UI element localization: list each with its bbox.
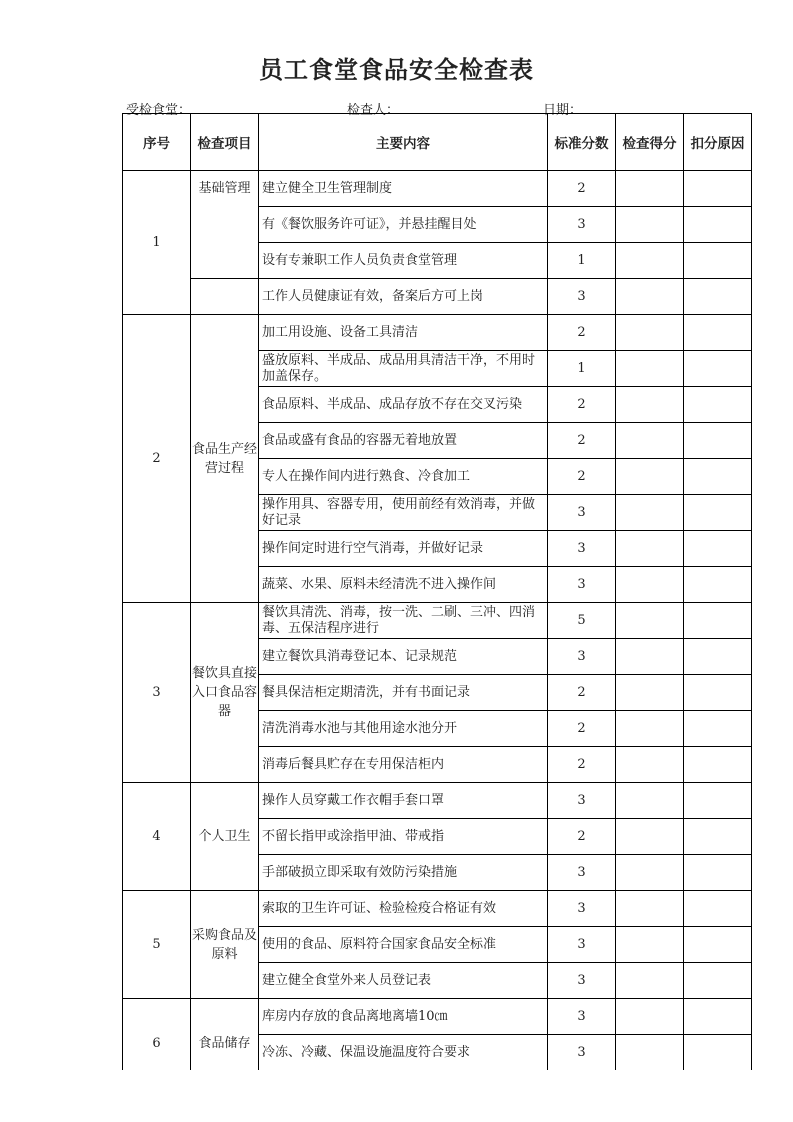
row-content: 专人在操作间内进行熟食、冷食加工 — [259, 459, 548, 495]
inspection-table — [122, 113, 752, 1070]
row-content: 手部破损立即采取有效防污染措施 — [259, 855, 548, 891]
score-cell[interactable] — [616, 207, 684, 243]
reason-cell[interactable] — [684, 207, 752, 243]
reason-cell[interactable] — [684, 747, 752, 783]
section-seq: 4 — [123, 783, 191, 891]
score-cell[interactable] — [616, 963, 684, 999]
row-standard-score: 2 — [548, 171, 616, 207]
row-standard-score: 2 — [548, 459, 616, 495]
score-cell[interactable] — [616, 495, 684, 531]
header-reason: 扣分原因 — [684, 114, 752, 171]
reason-cell[interactable] — [684, 279, 752, 315]
row-content: 库房内存放的食品离地离墙10㎝ — [259, 999, 548, 1035]
section-category: 食品生产经营过程 — [191, 315, 259, 603]
row-content: 建立健全食堂外来人员登记表 — [259, 963, 548, 999]
section-seq: 6 — [123, 999, 191, 1071]
score-cell[interactable] — [616, 999, 684, 1035]
row-content: 清洗消毒水池与其他用途水池分开 — [259, 711, 548, 747]
row-content: 使用的食品、原料符合国家食品安全标准 — [259, 927, 548, 963]
row-standard-score: 5 — [548, 603, 616, 639]
section-category: 采购食品及原料 — [191, 891, 259, 999]
reason-cell[interactable] — [684, 963, 752, 999]
score-cell[interactable] — [616, 423, 684, 459]
score-cell[interactable] — [616, 171, 684, 207]
row-standard-score: 3 — [548, 639, 616, 675]
section-category: 食品储存 — [191, 999, 259, 1071]
row-standard-score: 3 — [548, 891, 616, 927]
table-row — [123, 315, 752, 351]
row-standard-score: 2 — [548, 819, 616, 855]
row-content: 加工用设施、设备工具清洁 — [259, 315, 548, 351]
reason-cell[interactable] — [684, 639, 752, 675]
section-seq: 5 — [123, 891, 191, 999]
score-cell[interactable] — [616, 855, 684, 891]
score-cell[interactable] — [616, 315, 684, 351]
score-cell[interactable] — [616, 531, 684, 567]
row-standard-score: 2 — [548, 387, 616, 423]
row-standard-score: 2 — [548, 315, 616, 351]
reason-cell[interactable] — [684, 459, 752, 495]
reason-cell[interactable] — [684, 927, 752, 963]
row-content: 索取的卫生许可证、检验检疫合格证有效 — [259, 891, 548, 927]
header-score: 检查得分 — [616, 114, 684, 171]
reason-cell[interactable] — [684, 423, 752, 459]
score-cell[interactable] — [616, 891, 684, 927]
row-content: 食品原料、半成品、成品存放不存在交叉污染 — [259, 387, 548, 423]
row-standard-score: 3 — [548, 567, 616, 603]
header-row — [123, 114, 752, 171]
score-cell[interactable] — [616, 459, 684, 495]
score-cell[interactable] — [616, 927, 684, 963]
reason-cell[interactable] — [684, 819, 752, 855]
row-standard-score: 3 — [548, 495, 616, 531]
reason-cell[interactable] — [684, 243, 752, 279]
reason-cell[interactable] — [684, 603, 752, 639]
row-standard-score: 2 — [548, 747, 616, 783]
table-row — [123, 603, 752, 639]
row-standard-score: 3 — [548, 927, 616, 963]
reason-cell[interactable] — [684, 387, 752, 423]
row-standard-score: 3 — [548, 207, 616, 243]
row-standard-score: 3 — [548, 1035, 616, 1071]
date-label: 日期： — [543, 103, 583, 118]
reason-cell[interactable] — [684, 855, 752, 891]
row-standard-score: 1 — [548, 351, 616, 387]
row-content: 消毒后餐具贮存在专用保洁柜内 — [259, 747, 548, 783]
section-seq: 3 — [123, 603, 191, 783]
table-row — [123, 891, 752, 927]
row-content: 餐具保洁柜定期清洗，并有书面记录 — [259, 675, 548, 711]
score-cell[interactable] — [616, 387, 684, 423]
score-cell[interactable] — [616, 1035, 684, 1071]
table-row — [123, 783, 752, 819]
reason-cell[interactable] — [684, 171, 752, 207]
table-row — [123, 999, 752, 1035]
header-item: 检查项目 — [191, 114, 259, 171]
reason-cell[interactable] — [684, 351, 752, 387]
row-content: 食品或盛有食品的容器无着地放置 — [259, 423, 548, 459]
reason-cell[interactable] — [684, 711, 752, 747]
row-content: 有《餐饮服务许可证》，并悬挂醒目处 — [259, 207, 548, 243]
header-seq: 序号 — [123, 114, 191, 171]
reason-cell[interactable] — [684, 495, 752, 531]
score-cell[interactable] — [616, 351, 684, 387]
row-content: 不留长指甲或涂指甲油、带戒指 — [259, 819, 548, 855]
page-title: 员工食堂食品安全检查表 — [259, 56, 534, 84]
row-content: 设有专兼职工作人员负责食堂管理 — [259, 243, 548, 279]
row-standard-score: 3 — [548, 999, 616, 1035]
row-standard-score: 3 — [548, 783, 616, 819]
section-category: 餐饮具直接入口食品容器 — [191, 603, 259, 783]
score-cell[interactable] — [616, 243, 684, 279]
row-content: 工作人员健康证有效，备案后方可上岗 — [259, 279, 548, 315]
empty-category-cell — [191, 279, 259, 315]
score-cell[interactable] — [616, 567, 684, 603]
row-content: 操作间定时进行空气消毒，并做好记录 — [259, 531, 548, 567]
score-cell[interactable] — [616, 783, 684, 819]
section-seq: 2 — [123, 315, 191, 603]
score-cell[interactable] — [616, 639, 684, 675]
row-standard-score: 1 — [548, 243, 616, 279]
row-content: 操作用具、容器专用，使用前经有效消毒，并做好记录 — [259, 495, 548, 531]
reason-cell[interactable] — [684, 1035, 752, 1071]
row-content: 建立餐饮具消毒登记本、记录规范 — [259, 639, 548, 675]
row-standard-score: 3 — [548, 963, 616, 999]
row-content: 建立健全卫生管理制度 — [259, 171, 548, 207]
section-seq: 1 — [123, 171, 191, 315]
row-content: 蔬菜、水果、原料未经清洗不进入操作间 — [259, 567, 548, 603]
canteen-label: 受检食堂： — [126, 103, 192, 118]
row-standard-score: 3 — [548, 531, 616, 567]
score-cell[interactable] — [616, 711, 684, 747]
row-standard-score: 3 — [548, 855, 616, 891]
section-category: 基础管理 — [191, 171, 259, 279]
reason-cell[interactable] — [684, 783, 752, 819]
row-content: 餐饮具清洗、消毒，按一洗、二刷、三冲、四消毒、五保洁程序进行 — [259, 603, 548, 639]
row-standard-score: 2 — [548, 423, 616, 459]
row-content: 盛放原料、半成品、成品用具清洁干净，不用时加盖保存。 — [259, 351, 548, 387]
score-cell[interactable] — [616, 279, 684, 315]
row-standard-score: 3 — [548, 279, 616, 315]
score-cell[interactable] — [616, 747, 684, 783]
inspector-label: 检查人： — [347, 103, 400, 118]
section-category: 个人卫生 — [191, 783, 259, 891]
reason-cell[interactable] — [684, 531, 752, 567]
score-cell[interactable] — [616, 819, 684, 855]
header-standard: 标准分数 — [548, 114, 616, 171]
table-row — [123, 279, 752, 315]
reason-cell[interactable] — [684, 315, 752, 351]
score-cell[interactable] — [616, 603, 684, 639]
score-cell[interactable] — [616, 675, 684, 711]
reason-cell[interactable] — [684, 567, 752, 603]
header-content: 主要内容 — [259, 114, 548, 171]
reason-cell[interactable] — [684, 675, 752, 711]
row-content: 冷冻、冷藏、保温设施温度符合要求 — [259, 1035, 548, 1071]
reason-cell[interactable] — [684, 999, 752, 1035]
row-standard-score: 2 — [548, 711, 616, 747]
row-content: 操作人员穿戴工作衣帽手套口罩 — [259, 783, 548, 819]
row-standard-score: 2 — [548, 675, 616, 711]
reason-cell[interactable] — [684, 891, 752, 927]
table-row — [123, 171, 752, 207]
